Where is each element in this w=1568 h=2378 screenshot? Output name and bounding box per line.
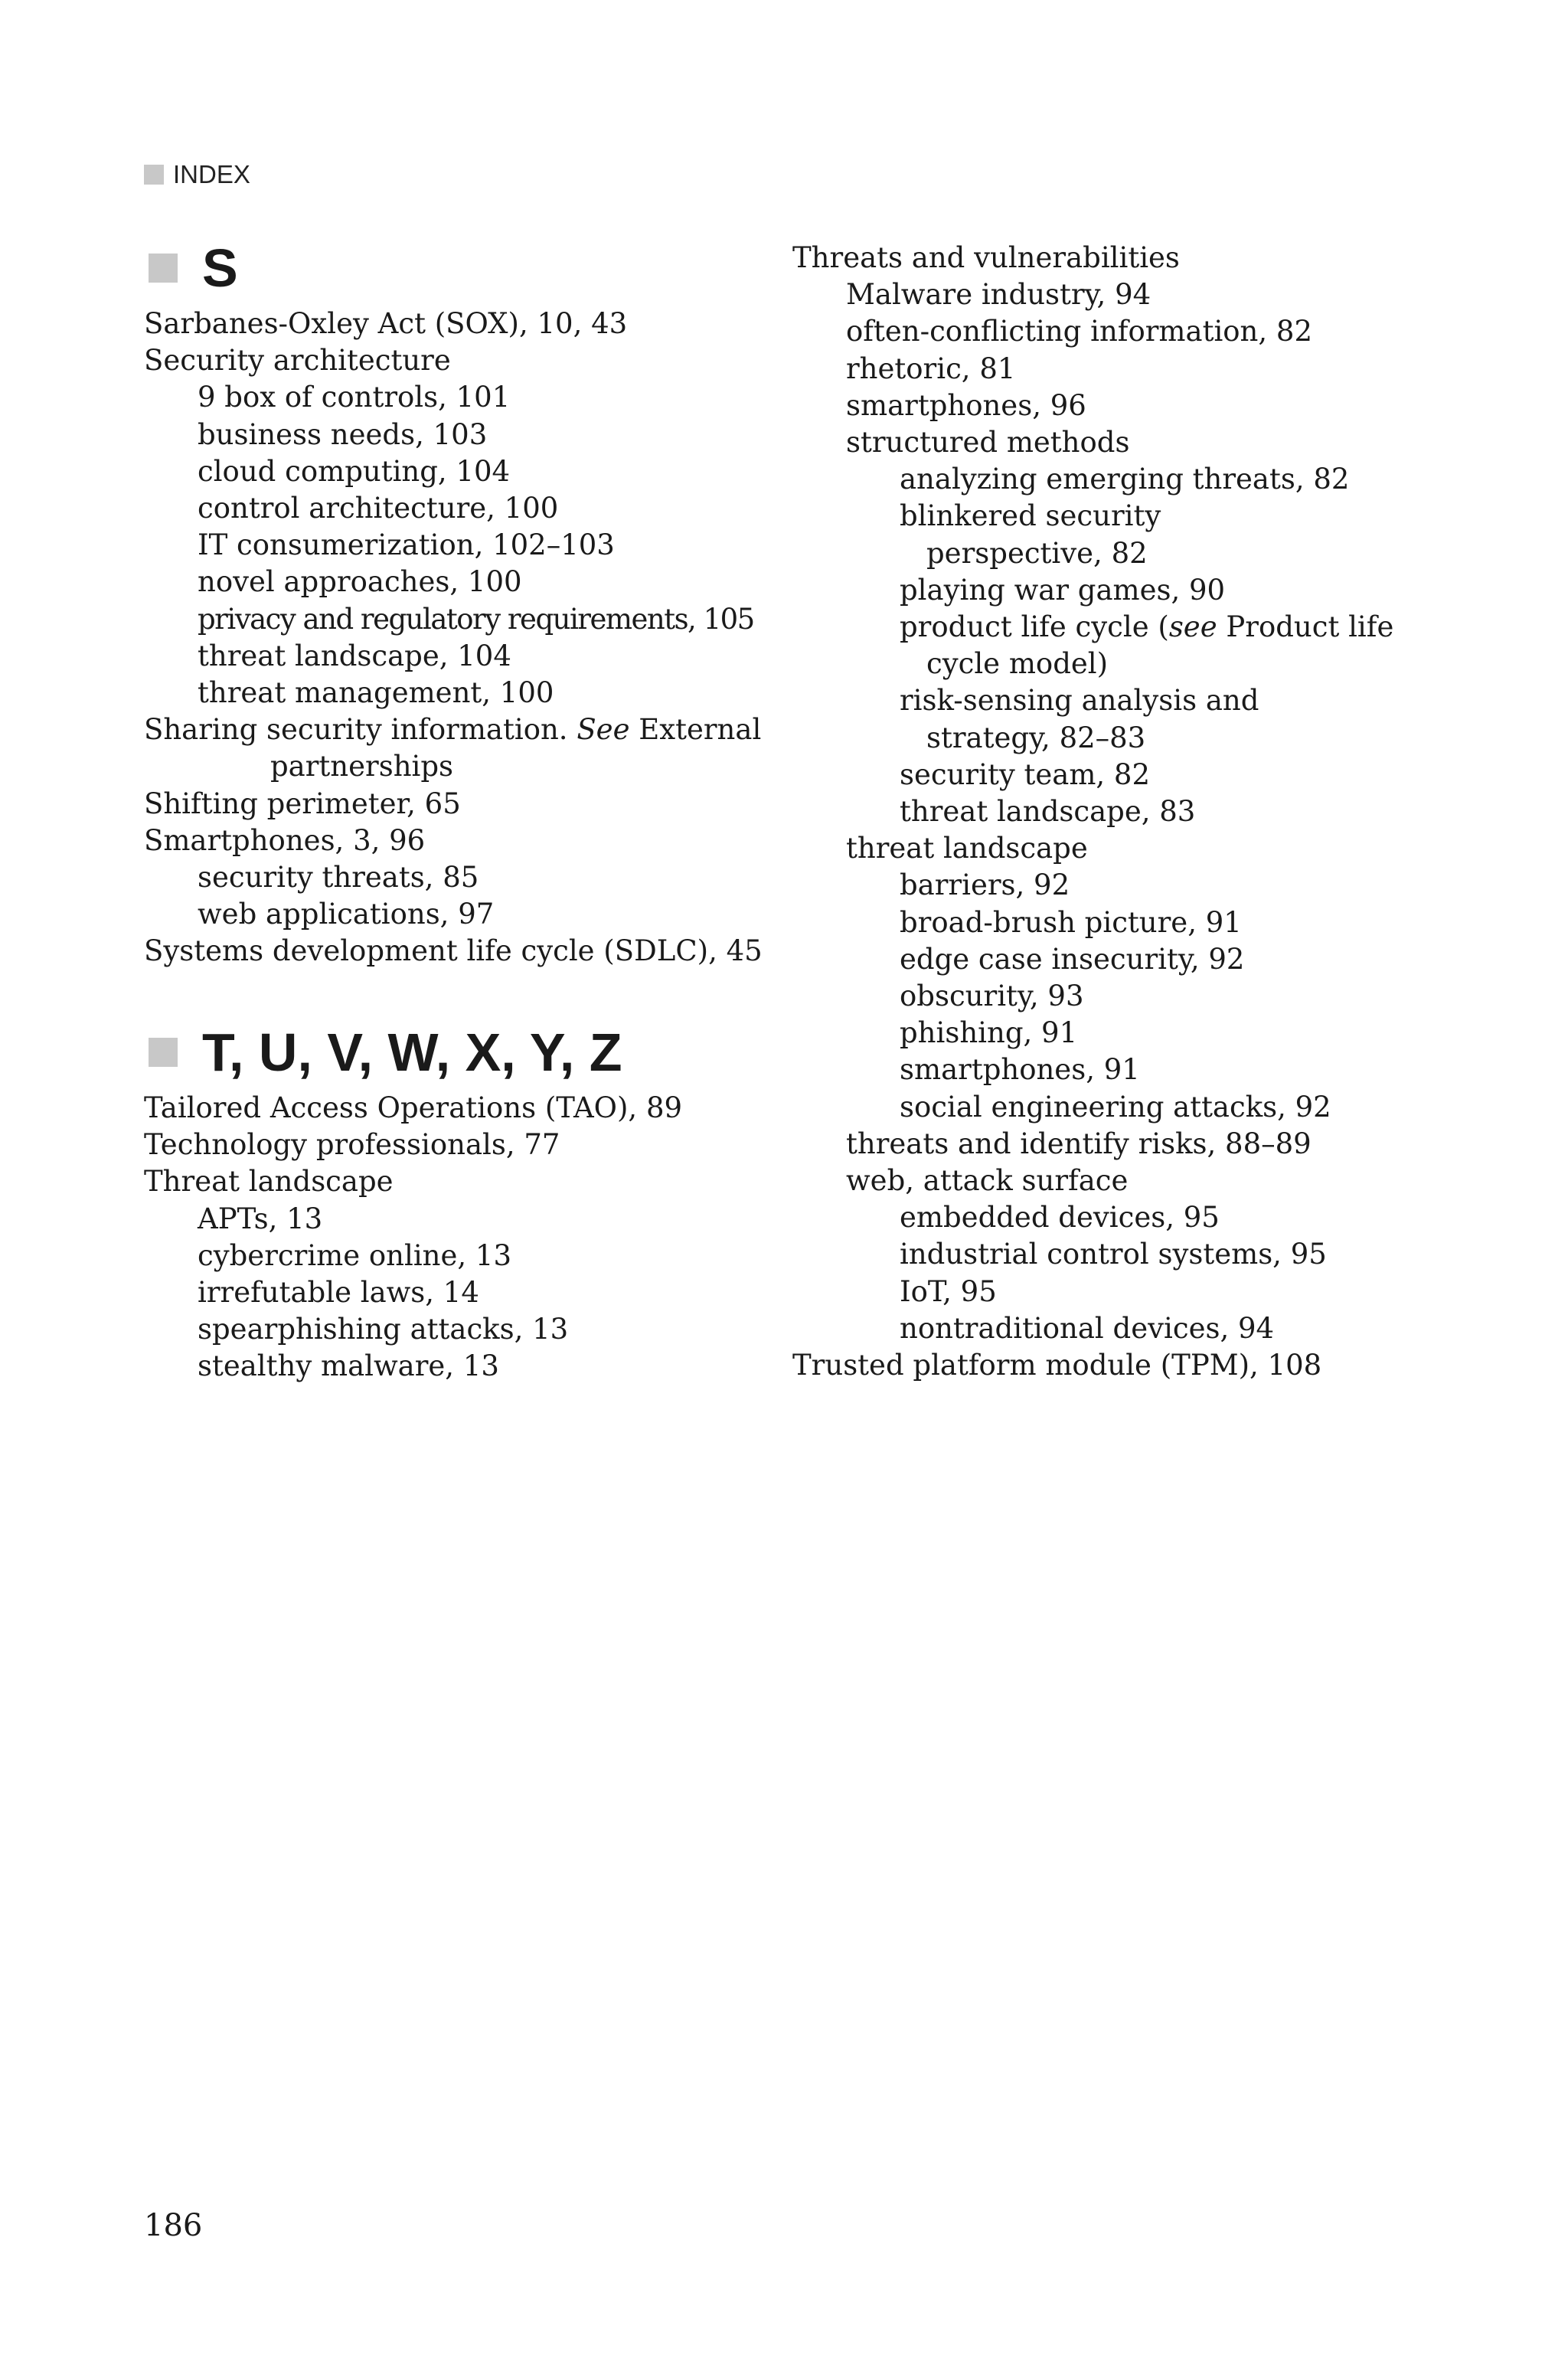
index-entry	[144, 1127, 682, 1163]
index-entry	[144, 306, 763, 342]
section-heading-label: T, U, V, W, X, Y, Z	[202, 1022, 622, 1082]
index-entry	[144, 417, 763, 453]
index-entry	[792, 793, 1393, 830]
entry-text: cloud computing, 104	[198, 454, 511, 488]
entry-text: Trusted platform module (TPM), 108	[792, 1349, 1322, 1382]
entry-text: rhetoric, 81	[846, 352, 1016, 385]
index-entry	[792, 1310, 1393, 1347]
entry-text: strategy, 82–83	[926, 721, 1146, 754]
entry-text: 9 box of controls, 101	[198, 381, 511, 414]
entry-text: cybercrime online, 13	[198, 1238, 511, 1272]
index-entry	[144, 601, 763, 638]
index-entry	[144, 786, 763, 823]
index-entry	[144, 823, 763, 859]
section-heading-t-z	[144, 1022, 622, 1083]
index-entry	[792, 1274, 1393, 1310]
section-heading-label: S	[202, 238, 238, 298]
see-reference: See	[577, 713, 630, 747]
index-entry	[792, 572, 1393, 609]
index-entry	[792, 313, 1393, 350]
index-entry	[792, 1236, 1393, 1273]
entry-text: spearphishing attacks, 13	[198, 1313, 569, 1346]
index-entry	[792, 351, 1393, 388]
index-entry	[792, 240, 1393, 276]
entry-text: industrial control systems, 95	[900, 1238, 1327, 1271]
entry-text: irrefutable laws, 14	[198, 1276, 479, 1310]
square-bullet-icon	[144, 165, 164, 185]
index-entry	[144, 564, 763, 600]
entry-text: partnerships	[270, 750, 454, 783]
entry-text: privacy and regulatory requirements, 105	[198, 602, 754, 636]
entry-text: social engineering attacks, 92	[900, 1090, 1331, 1124]
entry-text: structured methods	[846, 426, 1130, 460]
index-entry	[144, 453, 763, 490]
index-entry	[792, 904, 1393, 941]
running-head	[144, 158, 250, 191]
entry-text: Systems development life cycle (SDLC), 45	[144, 934, 763, 968]
entry-text: often-conflicting information, 82	[846, 315, 1312, 348]
entry-text: broad-brush picture, 91	[900, 905, 1242, 939]
index-entry	[792, 535, 1393, 572]
index-entry	[144, 379, 763, 416]
index-entry	[792, 388, 1393, 424]
entry-text-tail: Product life	[1217, 610, 1394, 644]
section-heading-s	[144, 237, 238, 299]
right-column-entries	[792, 240, 1393, 1384]
entry-text: Tailored Access Operations (TAO), 89	[144, 1091, 683, 1124]
entry-text: nontraditional devices, 94	[900, 1311, 1275, 1345]
index-entry	[792, 461, 1393, 498]
entry-text: phishing, 91	[900, 1016, 1078, 1050]
index-entry	[792, 757, 1393, 793]
entry-text: perspective, 82	[926, 536, 1148, 570]
entry-text: Malware industry, 94	[846, 278, 1152, 312]
index-entry	[792, 720, 1393, 757]
entry-text: APTs, 13	[198, 1202, 323, 1235]
entry-text: IT consumerization, 102–103	[198, 528, 615, 562]
entry-text: threat management, 100	[198, 676, 554, 710]
index-entry	[144, 748, 763, 785]
square-bullet-icon	[149, 254, 178, 283]
index-entry	[144, 896, 763, 933]
index-entry	[144, 342, 763, 379]
index-entry	[144, 527, 763, 564]
entry-text: product life cycle (	[900, 610, 1169, 644]
entry-text: Technology professionals, 77	[144, 1128, 560, 1162]
index-entry	[144, 1348, 682, 1385]
entry-text: Shifting perimeter, 65	[144, 787, 461, 820]
index-entry	[144, 859, 763, 896]
index-entry	[792, 941, 1393, 978]
entry-text: edge case insecurity, 92	[900, 942, 1245, 976]
square-bullet-icon	[149, 1038, 178, 1067]
entry-text-tail: External	[629, 713, 762, 747]
index-entry	[144, 1311, 682, 1348]
index-entry	[144, 675, 763, 711]
index-entry	[144, 638, 763, 675]
section-s-entries	[144, 306, 763, 970]
entry-text: business needs, 103	[198, 417, 488, 451]
index-entry	[792, 1163, 1393, 1199]
page-number: 186	[144, 2208, 203, 2243]
entry-text: risk-sensing analysis and	[900, 684, 1259, 718]
index-entry	[792, 424, 1393, 461]
index-entry	[144, 1090, 682, 1127]
entry-text: security team, 82	[900, 757, 1151, 791]
index-entry	[792, 1126, 1393, 1163]
index-entry	[792, 682, 1393, 719]
entry-text: playing war games, 90	[900, 573, 1226, 607]
entry-text: web, attack surface	[846, 1164, 1129, 1198]
index-entry	[792, 867, 1393, 904]
entry-text: threat landscape	[846, 832, 1088, 865]
index-entry	[792, 498, 1393, 535]
entry-text: threats and identify risks, 88–89	[846, 1127, 1312, 1160]
entry-text: cycle model)	[926, 647, 1109, 681]
entry-text: control architecture, 100	[198, 492, 559, 525]
entry-text: Threat landscape	[144, 1165, 394, 1199]
index-entry	[144, 933, 763, 970]
entry-text: IoT, 95	[900, 1274, 997, 1308]
entry-text: Sarbanes-Oxley Act (SOX), 10, 43	[144, 307, 628, 340]
entry-text: Security architecture	[144, 344, 451, 378]
entry-text: obscurity, 93	[900, 980, 1084, 1013]
entry-text: smartphones, 91	[900, 1053, 1140, 1087]
see-reference: see	[1168, 610, 1217, 644]
index-entry	[792, 978, 1393, 1015]
entry-text: Threats and vulnerabilities	[792, 241, 1180, 274]
entry-text: threat landscape, 83	[900, 795, 1196, 829]
index-entry	[792, 1015, 1393, 1052]
index-entry	[792, 830, 1393, 867]
section-t-z-entries	[144, 1090, 682, 1385]
index-entry	[144, 1201, 682, 1238]
index-entry	[144, 490, 763, 527]
entry-text: barriers, 92	[900, 868, 1070, 902]
entry-text: security threats, 85	[198, 861, 479, 895]
index-entry	[792, 1199, 1393, 1236]
index-entry	[792, 276, 1393, 313]
entry-text: Sharing security information.	[144, 713, 568, 747]
index-entry	[144, 1274, 682, 1311]
index-entry	[792, 1052, 1393, 1088]
index-entry	[144, 1238, 682, 1274]
entry-text: stealthy malware, 13	[198, 1349, 499, 1383]
index-entry	[792, 609, 1393, 646]
entry-text: threat landscape, 104	[198, 639, 511, 672]
index-entry	[792, 646, 1393, 682]
index-entry	[144, 711, 763, 748]
entry-text: blinkered security	[900, 499, 1161, 533]
entry-text: smartphones, 96	[846, 388, 1086, 422]
entry-text: Smartphones, 3, 96	[144, 823, 426, 857]
entry-text: embedded devices, 95	[900, 1201, 1220, 1235]
running-head-label: INDEX	[173, 160, 250, 188]
index-entry	[792, 1089, 1393, 1126]
entry-text: web applications, 97	[198, 898, 495, 931]
entry-text: novel approaches, 100	[198, 565, 522, 599]
index-entry	[792, 1347, 1393, 1384]
entry-text: analyzing emerging threats, 82	[900, 463, 1350, 496]
index-entry	[144, 1163, 682, 1200]
